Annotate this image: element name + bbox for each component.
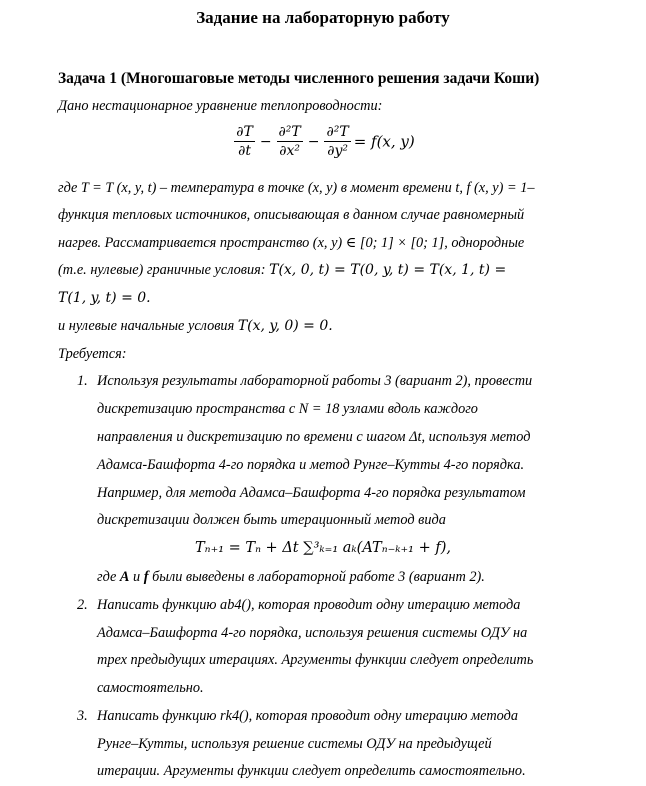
boundary-conditions: (т.е. нулевые) граничные условия: T(x, 0, t) = T(0, y, t) = T(x, 1, t) = (58, 262, 507, 278)
item-2-line: Написать функцию ab4(), которая проводит одну итерацию метода (97, 597, 521, 613)
item-3-line: Рунге–Кутты, используя решение системы ОДУ на предыдущей (97, 736, 492, 752)
intro-text: Дано нестационарное уравнение теплопроводности: (58, 98, 383, 114)
desc-line-3: нагрев. Рассматривается пространство (x, y) ∈ [0; 1] × [0; 1], однородные (58, 235, 525, 251)
item-3-line: итерации. Аргументы функции следует определить самостоятельно. (97, 763, 526, 779)
desc-line-2: функция тепловых источников, описывающая в данном случае равномерный (58, 207, 525, 223)
document-title: Задание на лабораторную работу (196, 8, 450, 27)
item-1-line: Адамса-Башфорта 4-го порядка и метод Рунге–Кутты 4-го порядка. (97, 457, 525, 473)
initial-conditions: и нулевые начальные условия T(x, y, 0) = 0. (58, 318, 333, 334)
heat-equation: $\frac{\partial T}{\partial t}$ − $\frac{\text{∂²T}}{\text{∂x²}}$ − $\frac{\text{∂²T}}{\text{∂y²}}$ = f(x, y) (236, 124, 415, 159)
boundary-conditions-cont: T(1, y, t) = 0. (58, 290, 151, 306)
item-1-line: дискретизацию пространства с N = 18 узлами вдоль каждого (97, 401, 478, 417)
item-2-line: Адамса–Башфорта 4-го порядка, используя решения системы ОДУ на (97, 625, 528, 641)
item-1-number: 1. (77, 373, 88, 389)
frac-dT-dt: $\frac{\partial T}{\partial t}$ (236, 124, 253, 159)
item-2-line: самостоятельно. (97, 680, 204, 696)
task-1-header: Задача 1 (Многошаговые методы численного решения задачи Коши) (58, 70, 540, 87)
desc-line-1: где T = T (x, y, t) – температура в точке (x, y) в момент времени t, f (x, y) = 1– (58, 180, 535, 196)
required-label: Требуется: (58, 346, 127, 362)
frac-d2T-dx2: $\frac{\text{∂²T}}{\text{∂x²}}$ (278, 124, 301, 159)
adams-bashforth-formula: Tₙ₊₁ = Tₙ + Δt ∑³ₖ₌₁ aₖ(ATₙ₋ₖ₊₁ + f), (195, 540, 451, 556)
item-1-line: направления и дискретизацию по времени с шагом Δt, используя метод (97, 429, 531, 445)
item-1-line: Например, для метода Адамса–Башфорта 4-го порядка результатом (97, 485, 526, 501)
item-1-after-formula: где A и f были выведены в лабораторной работе 3 (вариант 2). (97, 569, 485, 585)
item-3-number: 3. (77, 708, 88, 724)
item-3-line: Написать функцию rk4(), которая проводит одну итерацию метода (97, 708, 518, 724)
item-1-line: Используя результаты лабораторной работы 3 (вариант 2), провести (97, 373, 533, 389)
item-2-number: 2. (77, 597, 88, 613)
frac-d2T-dy2: $\frac{\text{∂²T}}{\text{∂y²}}$ (326, 124, 349, 159)
item-1-line: дискретизации должен быть итерационный метод вида (97, 512, 446, 528)
item-2-line: трех предыдущих итерациях. Аргументы функции следует определить (97, 652, 534, 668)
